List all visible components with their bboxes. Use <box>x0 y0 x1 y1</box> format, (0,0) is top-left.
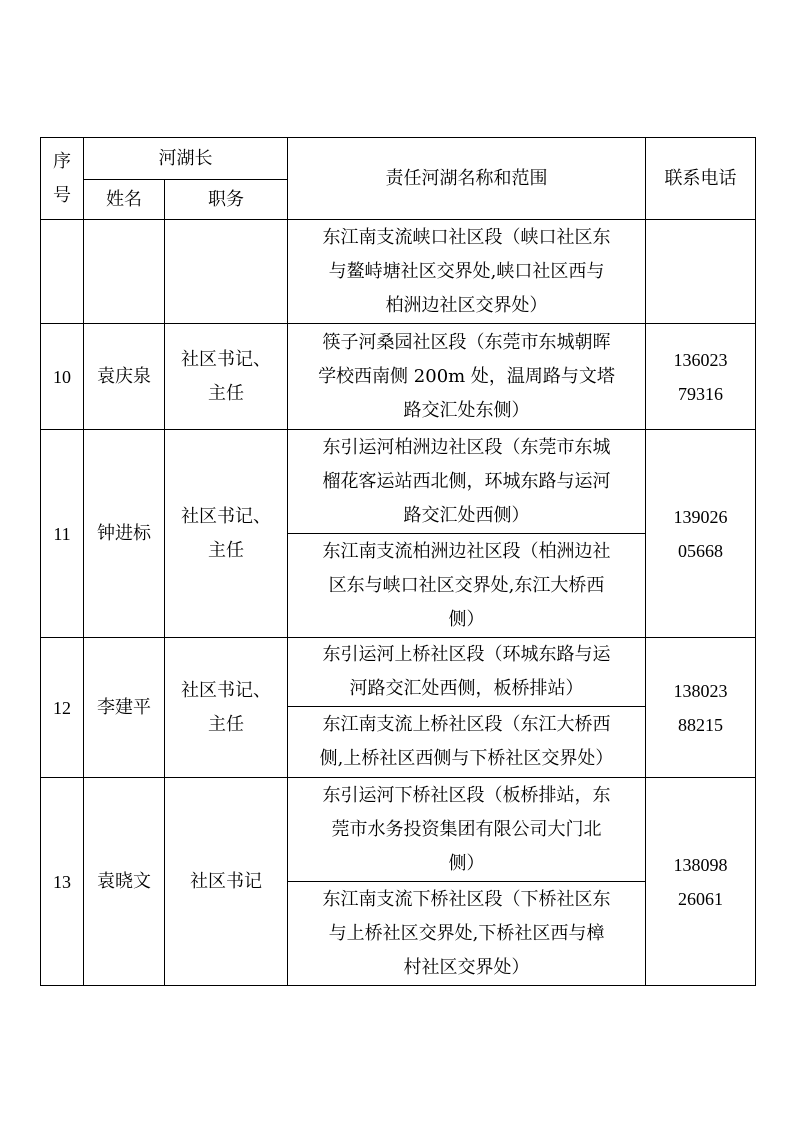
range-line: 东江南支流峡口社区段（峡口社区东 <box>322 226 611 248</box>
cell-name: 李建平 <box>84 638 165 778</box>
cell-phone <box>646 778 756 986</box>
cell-range <box>288 882 646 986</box>
range-line: 学校西南侧 200m 处，温周路与文塔 <box>318 365 615 387</box>
table-row <box>41 430 756 534</box>
range-line: 东引运河下桥社区段（板桥排站，东 <box>322 784 611 806</box>
cell-seq <box>41 220 84 324</box>
header-seq-line2: 号 <box>53 184 71 206</box>
cell-position <box>165 430 288 638</box>
range-line: 榴花客运站西北侧，环城东路与运河 <box>322 470 611 492</box>
range-line: 村社区交界处） <box>403 956 530 978</box>
position-line: 社区书记、 <box>181 348 271 370</box>
header-name: 姓名 <box>84 180 165 220</box>
phone-line: 26061 <box>678 888 723 909</box>
header-chief-group: 河湖长 <box>84 138 288 180</box>
range-line: 东引运河上桥社区段（环城东路与运 <box>322 644 611 665</box>
range-line: 路交汇处西侧） <box>403 504 530 526</box>
position-line: 社区书记、 <box>181 679 271 701</box>
range-line: 与上桥社区交界处,下桥社区西与樟 <box>328 922 605 944</box>
cell-name: 袁晓文 <box>84 778 165 986</box>
cell-position <box>165 638 288 778</box>
range-line: 与鳌峙塘社区交界处,峡口社区西与 <box>328 260 605 282</box>
cell-seq: 12 <box>41 638 84 778</box>
cell-position <box>165 778 288 986</box>
cell-phone <box>646 430 756 638</box>
phone-line: 138023 <box>673 680 728 701</box>
position-line: 社区书记、 <box>181 505 271 527</box>
cell-seq: 13 <box>41 778 84 986</box>
table-row <box>41 324 756 430</box>
range-line: 筷子河桑园社区段（东莞市东城朝晖 <box>322 331 611 353</box>
phone-line: 05668 <box>678 540 723 561</box>
cell-seq: 10 <box>41 324 84 430</box>
range-line: 东引运河柏洲边社区段（东莞市东城 <box>322 436 611 458</box>
cell-name: 袁庆泉 <box>84 324 165 430</box>
position-line: 社区书记 <box>190 870 262 892</box>
range-line: 东江南支流下桥社区段（下桥社区东 <box>322 888 611 910</box>
table-row <box>41 220 756 324</box>
cell-range <box>288 638 646 707</box>
cell-position <box>165 220 288 324</box>
phone-line: 138098 <box>673 854 728 875</box>
position-line: 主任 <box>208 713 244 735</box>
cell-name: 钟进标 <box>84 430 165 638</box>
cell-seq: 11 <box>41 430 84 638</box>
range-line: 侧） <box>448 852 485 874</box>
range-line: 东江南支流柏洲边社区段（柏洲边社 <box>322 540 611 562</box>
cell-range <box>288 534 646 638</box>
range-line: 路交汇处东侧） <box>403 399 530 421</box>
range-line: 侧,上桥社区西侧与下桥社区交界处） <box>319 748 614 769</box>
header-scope: 责任河湖名称和范围 <box>288 138 646 220</box>
header-position: 职务 <box>165 180 288 220</box>
river-chief-table <box>40 137 756 986</box>
range-line: 侧） <box>448 608 485 630</box>
cell-position <box>165 324 288 430</box>
position-line: 主任 <box>208 382 244 404</box>
phone-line: 139026 <box>673 506 728 527</box>
header-phone: 联系电话 <box>646 138 756 220</box>
range-line: 莞市水务投资集团有限公司大门北 <box>331 818 602 840</box>
range-line: 河路交汇处西侧，板桥排站） <box>349 678 584 699</box>
cell-phone <box>646 220 756 324</box>
cell-phone <box>646 638 756 778</box>
table-row <box>41 638 756 707</box>
cell-phone <box>646 324 756 430</box>
cell-range <box>288 430 646 534</box>
range-line: 区东与峡口社区交界处,东江大桥西 <box>328 574 605 596</box>
header-seq <box>41 138 84 220</box>
cell-range <box>288 778 646 882</box>
table-row <box>41 778 756 882</box>
cell-range <box>288 220 646 324</box>
range-line: 柏洲边社区交界处） <box>385 294 548 316</box>
position-line: 主任 <box>208 539 244 561</box>
phone-line: 79316 <box>678 383 723 404</box>
phone-line: 88215 <box>678 714 723 735</box>
cell-range <box>288 707 646 778</box>
header-seq-line1: 序 <box>53 150 71 172</box>
range-line: 东江南支流上桥社区段（东江大桥西 <box>322 714 611 735</box>
phone-line: 136023 <box>673 349 728 370</box>
cell-name <box>84 220 165 324</box>
cell-range <box>288 324 646 430</box>
